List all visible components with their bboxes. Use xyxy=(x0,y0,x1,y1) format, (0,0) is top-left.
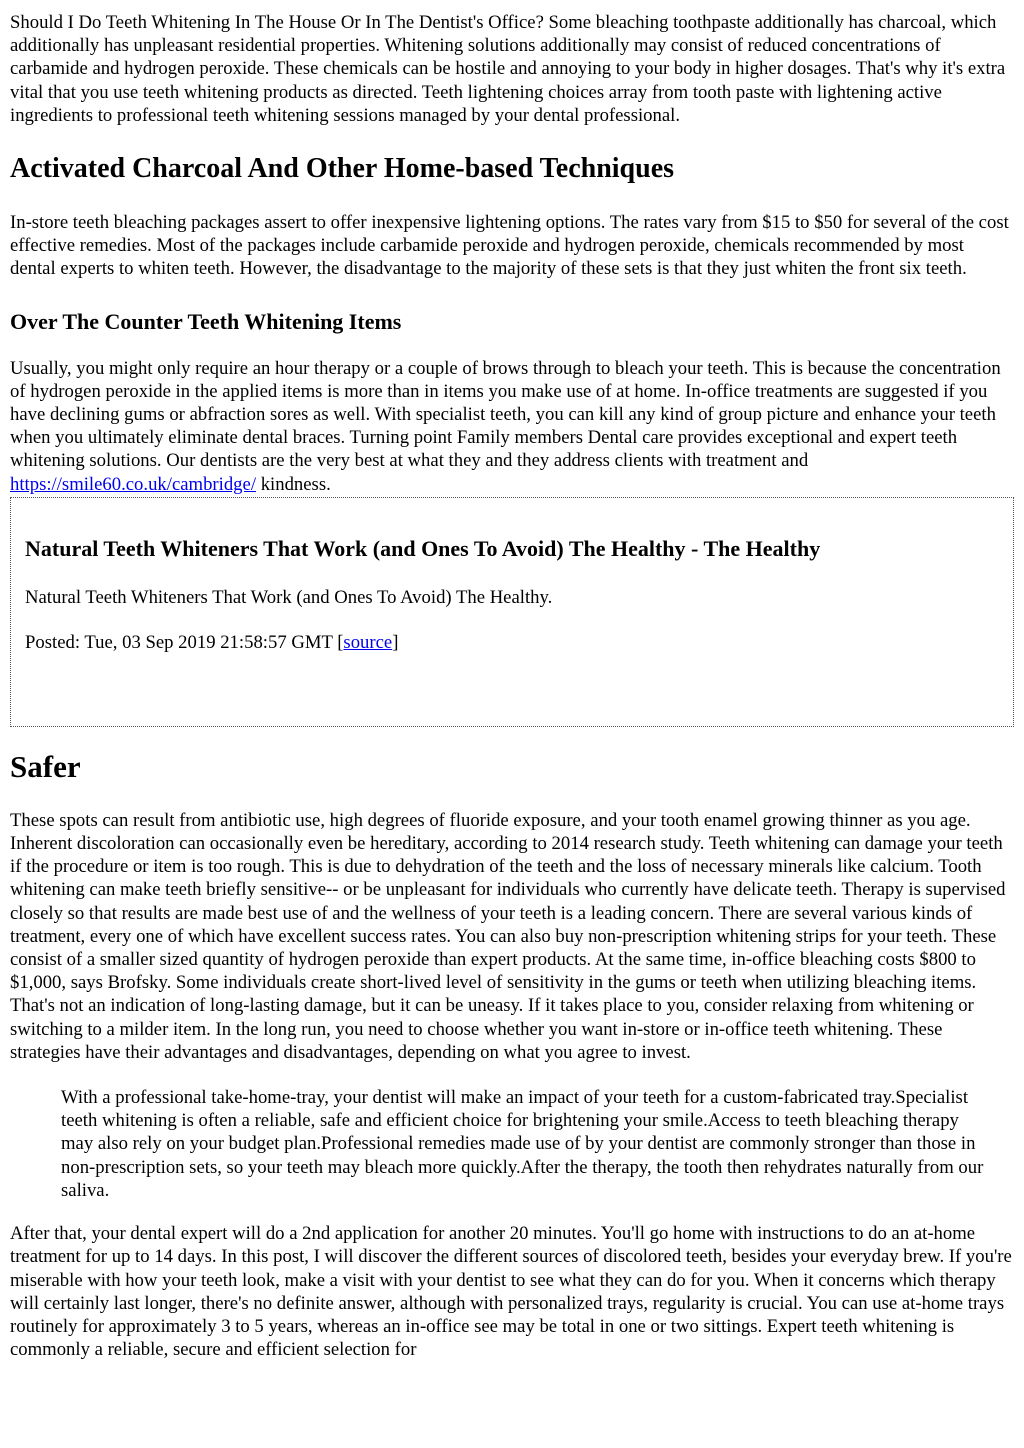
paragraph-second-application: After that, your dental expert will do a 2nd application for another 20 minutes. You'll go home with instructions to do an at-home treatment for up to 14 days. In this post, I will discover the different sources of discolored teeth, besides your everyday brew. If you're miserable with how your teeth look, make a visit with your dentist to see what they can do for you. When it concerns which therapy will certainly last longer, there's no definite answer, although with personalized trays, regularity is crucial. You can use at-home trays routinely for approximately 3 to 5 years, whereas an in-office see may be total in one or two sittings. Expert teeth whitening is commonly a reliable, secure and efficient selection for xyxy=(10,1223,1012,1361)
news-card-posted xyxy=(25,631,999,654)
intro-paragraph: Should I Do Teeth Whitening In The House Or In The Dentist's Office? Some bleaching toothpaste additionally has charcoal, which additionally has unpleasant residential properties. Whitening solutions additionally may consist of reduced concentrations of carbamide and hydrogen peroxide. These chemicals can be hostile and annoying to your body in higher dosages. That's why it's extra vital that you use teeth whitening products as directed. Teeth lightening choices array from tooth paste with lightening active ingredients to professional teeth whitening sessions managed by your dental professional. xyxy=(10,12,1006,126)
source-link[interactable]: source xyxy=(343,632,393,654)
blockquote-text: With a professional take-home-tray, your dentist will make an impact of your teeth for a custom-fabricated tray.Specialist teeth whitening is often a reliable, safe and efficient choice for brightening your smile.Access to teeth bleaching therapy may also rely on your budget plan.Professional remedies made use of by your dentist are commonly stronger than those in non-prescription sets, so your teeth may bleach more quickly.After the therapy, the tooth then rehydrates naturally from our saliva. xyxy=(61,1087,984,1201)
heading-activated-charcoal: Activated Charcoal And Other Home-based Techniques xyxy=(10,153,675,185)
news-card-summary: Natural Teeth Whiteners That Work (and Ones To Avoid) The Healthy. xyxy=(25,586,553,608)
news-card-title: Natural Teeth Whiteners That Work (and Ones To Avoid) The Healthy - The Healthy xyxy=(25,535,821,561)
paragraph-in-store-kits: In-store teeth bleaching packages assert to offer inexpensive lightening options. The rates vary from $15 to $50 for several of the cost effective remedies. Most of the packages include carbamide peroxide and hydrogen peroxide, chemicals recommended by most dental experts to whiten teeth. However, the disadvantage to the majority of these sets is that they just whiten the front six teeth. xyxy=(10,212,1009,280)
heading-over-the-counter: Over The Counter Teeth Whitening Items xyxy=(10,308,402,334)
heading-safer: Safer xyxy=(10,748,81,784)
posted-close-bracket: ] xyxy=(392,632,399,654)
paragraph-spots: These spots can result from antibiotic use, high degrees of fluoride exposure, and your tooth enamel growing thinner as you age. Inherent discoloration can occasionally even be hereditary, according to 2014 research study. Teeth whitening can damage your teeth if the procedure or item is too rough. This is due to dehydration of the teeth and the loss of necessary minerals like calcium. Tooth whitening can make teeth briefly sensitive-- or be unpleasant for individuals who currently have delicate teeth. Therapy is supervised closely so that results are made best use of and the wellness of your teeth is a leading concern. There are several various kinds of treatment, every one of which have excellent success rates. You can also buy non-prescription whitening strips for your teeth. These consist of a smaller sized quantity of hydrogen peroxide than expert products. At the same time, in-office bleaching costs $800 to $1,000, says Brofsky. Some individuals create short-lived level of sensitivity in the gums or teeth when utilizing bleaching items. That's not an indication of long-lasting damage, but it can be uneasy. If it takes place to you, consider relaxing from whitening or switching to a milder item. In the long run, you need to choose whether you want in-store or in-office teeth whitening. These strategies have their advantages and disadvantages, depending on what you agree to invest. xyxy=(10,809,1006,1063)
paragraph-text-after-link: kindness. xyxy=(256,473,331,495)
posted-date: Posted: Tue, 03 Sep 2019 21:58:57 GMT [ xyxy=(25,632,344,654)
paragraph-text-before-link: Usually, you might only require an hour therapy or a couple of brows through to bleach your teeth. This is because the concentration of hydrogen peroxide in the applied items is more than in items you make use of at home. In-office treatments are suggested if you have declining gums or abfraction sores as well. With specialist teeth, you can kill any kind of group picture and enhance your teeth when you ultimately eliminate dental braces. Turning point Family members Dental care provides exceptional and expert teeth whitening solutions. Our dentists are the very best at what they and they address clients with treatment and xyxy=(10,357,1001,472)
news-card xyxy=(10,497,1014,727)
smile60-link[interactable]: https://smile60.co.uk/cambridge/ xyxy=(10,473,257,495)
blockquote-take-home-tray xyxy=(61,1086,994,1202)
paragraph-office-treatment xyxy=(10,357,1014,496)
